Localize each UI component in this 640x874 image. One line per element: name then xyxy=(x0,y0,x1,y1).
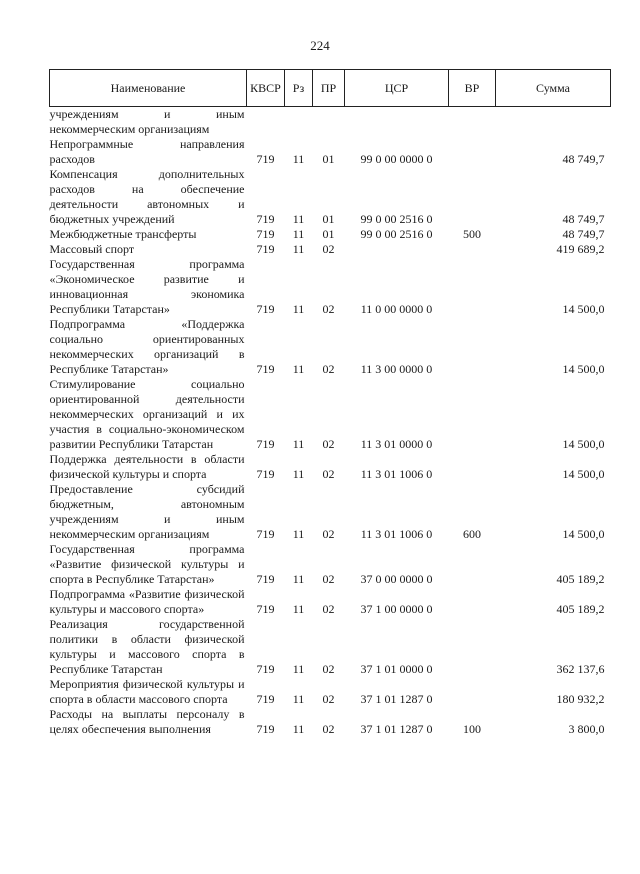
row-rz: 11 xyxy=(292,527,305,541)
row-pr: 01 xyxy=(322,212,335,226)
row-pr: 02 xyxy=(322,662,335,676)
row-vr xyxy=(449,167,496,227)
row-vr: 100 xyxy=(463,722,481,736)
row-csr: 11 3 00 0000 0 xyxy=(360,362,433,376)
row-vr xyxy=(449,452,496,482)
row-kvsr: 719 xyxy=(256,602,275,616)
row-sum: 180 932,2 xyxy=(556,692,605,706)
table-row xyxy=(50,137,611,167)
row-rz: 11 xyxy=(292,722,305,736)
table-row xyxy=(50,482,611,542)
row-sum: 419 689,2 xyxy=(556,242,605,256)
row-name: учреждениям и иным некоммерческим организациям xyxy=(49,107,245,136)
table-row xyxy=(50,242,611,257)
row-vr xyxy=(449,257,496,317)
header-vr: ВР xyxy=(449,70,496,107)
table-row xyxy=(50,257,611,317)
row-rz: 11 xyxy=(292,152,305,166)
row-csr: 37 1 00 0000 0 xyxy=(360,602,433,616)
row-kvsr: 719 xyxy=(256,152,275,166)
row-rz: 11 xyxy=(292,662,305,676)
table-row xyxy=(50,542,611,587)
row-csr: 99 0 00 0000 0 xyxy=(360,152,433,166)
header-sum: Сумма xyxy=(496,70,611,107)
row-name: Мероприятия физической культуры и спорта в области массового спорта xyxy=(49,677,245,706)
row-kvsr: 719 xyxy=(256,302,275,316)
header-rz: Рз xyxy=(285,70,313,107)
table-row xyxy=(50,677,611,707)
row-vr xyxy=(449,107,496,138)
row-name: Межбюджетные трансферты xyxy=(49,227,197,241)
row-kvsr: 719 xyxy=(256,692,275,706)
table-row xyxy=(50,227,611,242)
row-pr xyxy=(313,107,345,138)
table-row xyxy=(50,317,611,377)
row-pr: 02 xyxy=(322,302,335,316)
table-row xyxy=(50,452,611,482)
row-pr: 02 xyxy=(322,437,335,451)
row-csr: 37 0 00 0000 0 xyxy=(360,572,433,586)
row-rz: 11 xyxy=(292,212,305,226)
row-kvsr: 719 xyxy=(256,227,275,241)
row-vr xyxy=(449,587,496,617)
row-sum: 14 500,0 xyxy=(562,362,605,376)
table-row xyxy=(50,707,611,737)
row-sum: 14 500,0 xyxy=(562,302,605,316)
row-csr: 99 0 00 2516 0 xyxy=(360,227,433,241)
row-sum: 48 749,7 xyxy=(562,152,605,166)
row-rz: 11 xyxy=(292,692,305,706)
row-sum: 405 189,2 xyxy=(556,572,605,586)
row-name: Подпрограмма «Развитие физической культуры и массового спорта» xyxy=(49,587,245,616)
row-rz: 11 xyxy=(292,362,305,376)
row-kvsr: 719 xyxy=(256,722,275,736)
row-name: Реализация государственной политики в области физической культуры и массового спорта в Республике Татарстан xyxy=(49,617,245,676)
row-csr: 11 3 01 0000 0 xyxy=(360,437,433,451)
row-rz xyxy=(285,107,313,138)
row-csr xyxy=(345,107,449,138)
header-name: Наименование xyxy=(50,70,247,107)
table-row xyxy=(50,167,611,227)
page-number: 224 xyxy=(310,38,330,53)
row-vr xyxy=(449,137,496,167)
row-kvsr: 719 xyxy=(256,212,275,226)
row-pr: 02 xyxy=(322,467,335,481)
row-name: Компенсация дополнительных расходов на обеспечение деятельности автономных и бюджетных учреждений xyxy=(49,167,245,226)
row-rz: 11 xyxy=(292,302,305,316)
row-kvsr: 719 xyxy=(256,437,275,451)
row-sum: 3 800,0 xyxy=(568,722,605,736)
row-kvsr: 719 xyxy=(256,572,275,586)
row-vr xyxy=(449,617,496,677)
row-kvsr: 719 xyxy=(256,242,275,256)
row-vr xyxy=(449,677,496,707)
row-pr: 02 xyxy=(322,527,335,541)
row-csr: 99 0 00 2516 0 xyxy=(360,212,433,226)
table-body xyxy=(50,107,611,738)
header-kvsr: КВСР xyxy=(247,70,285,107)
row-sum: 14 500,0 xyxy=(562,437,605,451)
row-name: Поддержка деятельности в области физической культуры и спорта xyxy=(49,452,245,481)
row-csr: 11 3 01 1006 0 xyxy=(360,467,433,481)
row-kvsr: 719 xyxy=(256,467,275,481)
row-csr: 11 3 01 1006 0 xyxy=(360,527,433,541)
table-row xyxy=(50,617,611,677)
row-sum xyxy=(496,107,611,138)
row-pr: 01 xyxy=(322,227,335,241)
row-pr: 02 xyxy=(322,692,335,706)
row-rz: 11 xyxy=(292,227,305,241)
row-pr: 02 xyxy=(322,572,335,586)
row-name: Государственная программа «Развитие физической культуры и спорта в Республике Татарстан» xyxy=(49,542,245,586)
table-header-row xyxy=(50,70,611,107)
row-name: Расходы на выплаты персоналу в целях обеспечения выполнения xyxy=(49,707,245,736)
row-rz: 11 xyxy=(292,437,305,451)
row-vr xyxy=(449,377,496,452)
row-sum: 362 137,6 xyxy=(556,662,605,676)
row-name: Подпрограмма «Поддержка социально ориентированных некоммерческих организаций в Республике Татарстан» xyxy=(49,317,245,376)
row-name: Предоставление субсидий бюджетным, автономным учреждениям и иным некоммерческим организациям xyxy=(49,482,245,541)
row-rz: 11 xyxy=(292,467,305,481)
row-kvsr: 719 xyxy=(256,362,275,376)
row-rz: 11 xyxy=(292,242,305,256)
table-row xyxy=(50,107,611,138)
row-sum: 14 500,0 xyxy=(562,527,605,541)
budget-table xyxy=(49,69,611,737)
row-pr: 02 xyxy=(322,722,335,736)
row-pr: 02 xyxy=(322,242,335,256)
row-rz: 11 xyxy=(292,602,305,616)
row-pr: 01 xyxy=(322,152,335,166)
row-pr: 02 xyxy=(322,602,335,616)
row-name: Непрограммные направления расходов xyxy=(49,137,245,166)
row-sum: 48 749,7 xyxy=(562,212,605,226)
row-csr xyxy=(345,242,449,257)
header-pr: ПР xyxy=(313,70,345,107)
row-vr xyxy=(449,317,496,377)
table-row xyxy=(50,377,611,452)
row-vr xyxy=(449,242,496,257)
row-vr: 500 xyxy=(463,227,481,241)
row-csr: 37 1 01 1287 0 xyxy=(360,722,433,736)
row-sum: 14 500,0 xyxy=(562,467,605,481)
row-rz: 11 xyxy=(292,572,305,586)
row-vr: 600 xyxy=(463,527,481,541)
row-sum: 405 189,2 xyxy=(556,602,605,616)
row-csr: 37 1 01 1287 0 xyxy=(360,692,433,706)
row-name: Стимулирование социально ориентированной деятельности некоммерческих организаций и их участия в социально-экономическом развитии Республики Татарстан xyxy=(49,377,245,451)
row-sum: 48 749,7 xyxy=(562,227,605,241)
row-name: Массовый спорт xyxy=(49,242,135,256)
row-kvsr: 719 xyxy=(256,527,275,541)
row-csr: 37 1 01 0000 0 xyxy=(360,662,433,676)
row-pr: 02 xyxy=(322,362,335,376)
table-row xyxy=(50,587,611,617)
header-csr: ЦСР xyxy=(345,70,449,107)
row-kvsr xyxy=(247,107,285,138)
row-vr xyxy=(449,542,496,587)
row-kvsr: 719 xyxy=(256,662,275,676)
row-name: Государственная программа «Экономическое развитие и инновационная экономика Республики Татарстан» xyxy=(49,257,245,316)
row-csr: 11 0 00 0000 0 xyxy=(360,302,433,316)
